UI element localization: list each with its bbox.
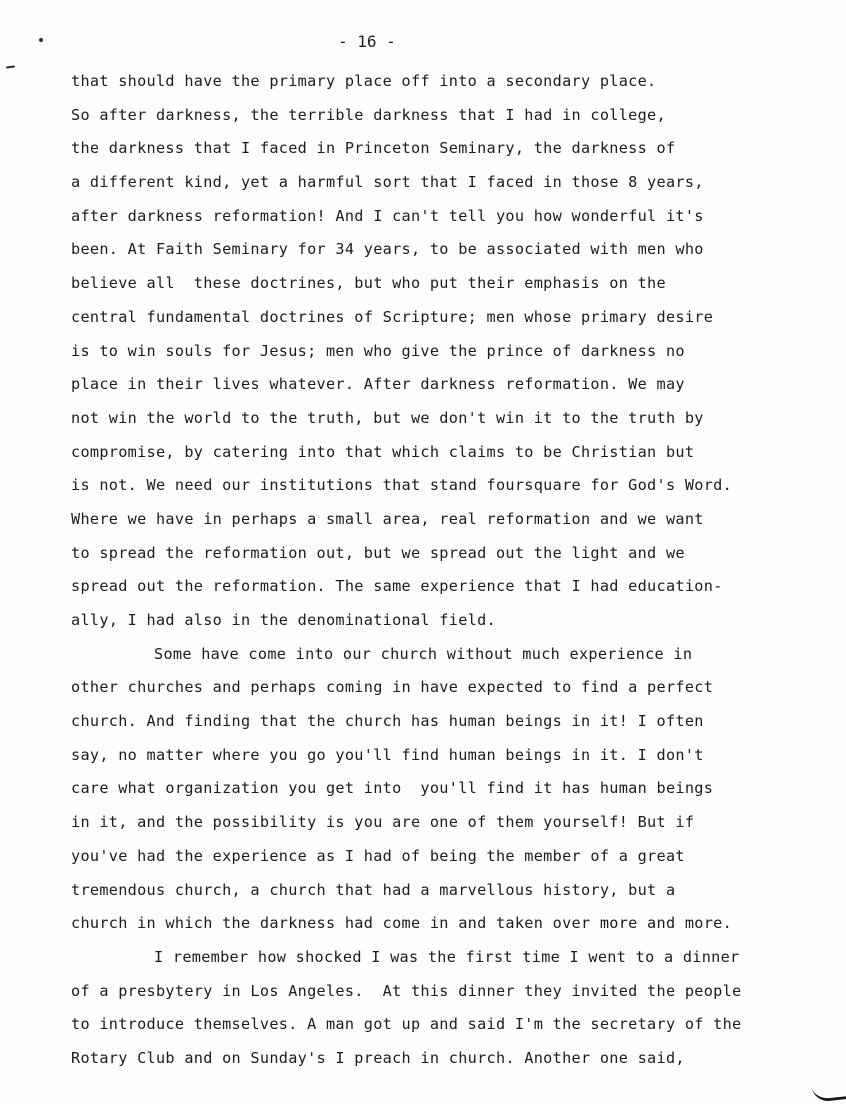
text-line: of a presbytery in Los Angeles. At this dinner they invited the people xyxy=(71,981,742,1000)
body-text xyxy=(71,65,831,1076)
text-line: Rotary Club and on Sunday's I preach in church. Another one said, xyxy=(71,1048,685,1067)
text-line: other churches and perhaps coming in have expected to find a perfect xyxy=(71,678,714,697)
text-line: So after darkness, the terrible darkness that I had in college, xyxy=(71,105,666,124)
text-line: say, no matter where you go you'll find human beings in it. I don't xyxy=(71,745,704,764)
text-line: Where we have in perhaps a small area, real reformation and we want xyxy=(71,509,704,528)
paragraph-first-line: Some have come into our church without much experience in xyxy=(154,644,693,663)
page-number: - 16 - xyxy=(338,32,396,51)
text-line: place in their lives whatever. After darkness reformation. We may xyxy=(71,375,685,394)
text-line: to introduce themselves. A man got up and said I'm the secretary of the xyxy=(71,1015,742,1034)
text-line: not win the world to the truth, but we don't win it to the truth by xyxy=(71,408,704,427)
text-line: care what organization you get into you'll find it has human beings xyxy=(71,779,714,798)
text-line: that should have the primary place off into a secondary place. xyxy=(71,72,657,90)
paragraph-first-line: I remember how shocked I was the first time I went to a dinner xyxy=(154,947,740,966)
text-line: after darkness reformation! And I can't tell you how wonderful it's xyxy=(71,206,704,225)
text-line: you've had the experience as I had of being the member of a great xyxy=(71,846,685,865)
text-line: a different kind, yet a harmful sort that I faced in those 8 years, xyxy=(71,173,704,192)
text-line: ally, I had also in the denominational field. xyxy=(71,611,496,629)
text-line: compromise, by catering into that which claims to be Christian but xyxy=(71,442,695,461)
text-line: church in which the darkness had come in and taken over more and more. xyxy=(71,914,733,933)
text-line: believe all these doctrines, but who put their emphasis on the xyxy=(71,274,666,293)
text-line: in it, and the possibility is you are one of them yourself! But if xyxy=(71,813,695,832)
text-line: the darkness that I faced in Princeton Seminary, the darkness of xyxy=(71,139,676,158)
scan-mark xyxy=(6,65,15,68)
scan-edge-mark xyxy=(811,1082,846,1102)
scan-speck xyxy=(39,38,43,42)
text-line: church. And finding that the church has human beings in it! I often xyxy=(71,712,704,731)
text-line: central fundamental doctrines of Scripture; men whose primary desire xyxy=(71,307,714,326)
text-line: is not. We need our institutions that stand foursquare for God's Word. xyxy=(71,476,733,495)
text-line: is to win souls for Jesus; men who give the prince of darkness no xyxy=(71,341,685,360)
text-line: spread out the reformation. The same experience that I had education- xyxy=(71,577,723,596)
text-line: tremendous church, a church that had a marvellous history, but a xyxy=(71,880,676,899)
text-line: been. At Faith Seminary for 34 years, to be associated with men who xyxy=(71,240,704,259)
text-line: to spread the reformation out, but we spread out the light and we xyxy=(71,543,685,562)
